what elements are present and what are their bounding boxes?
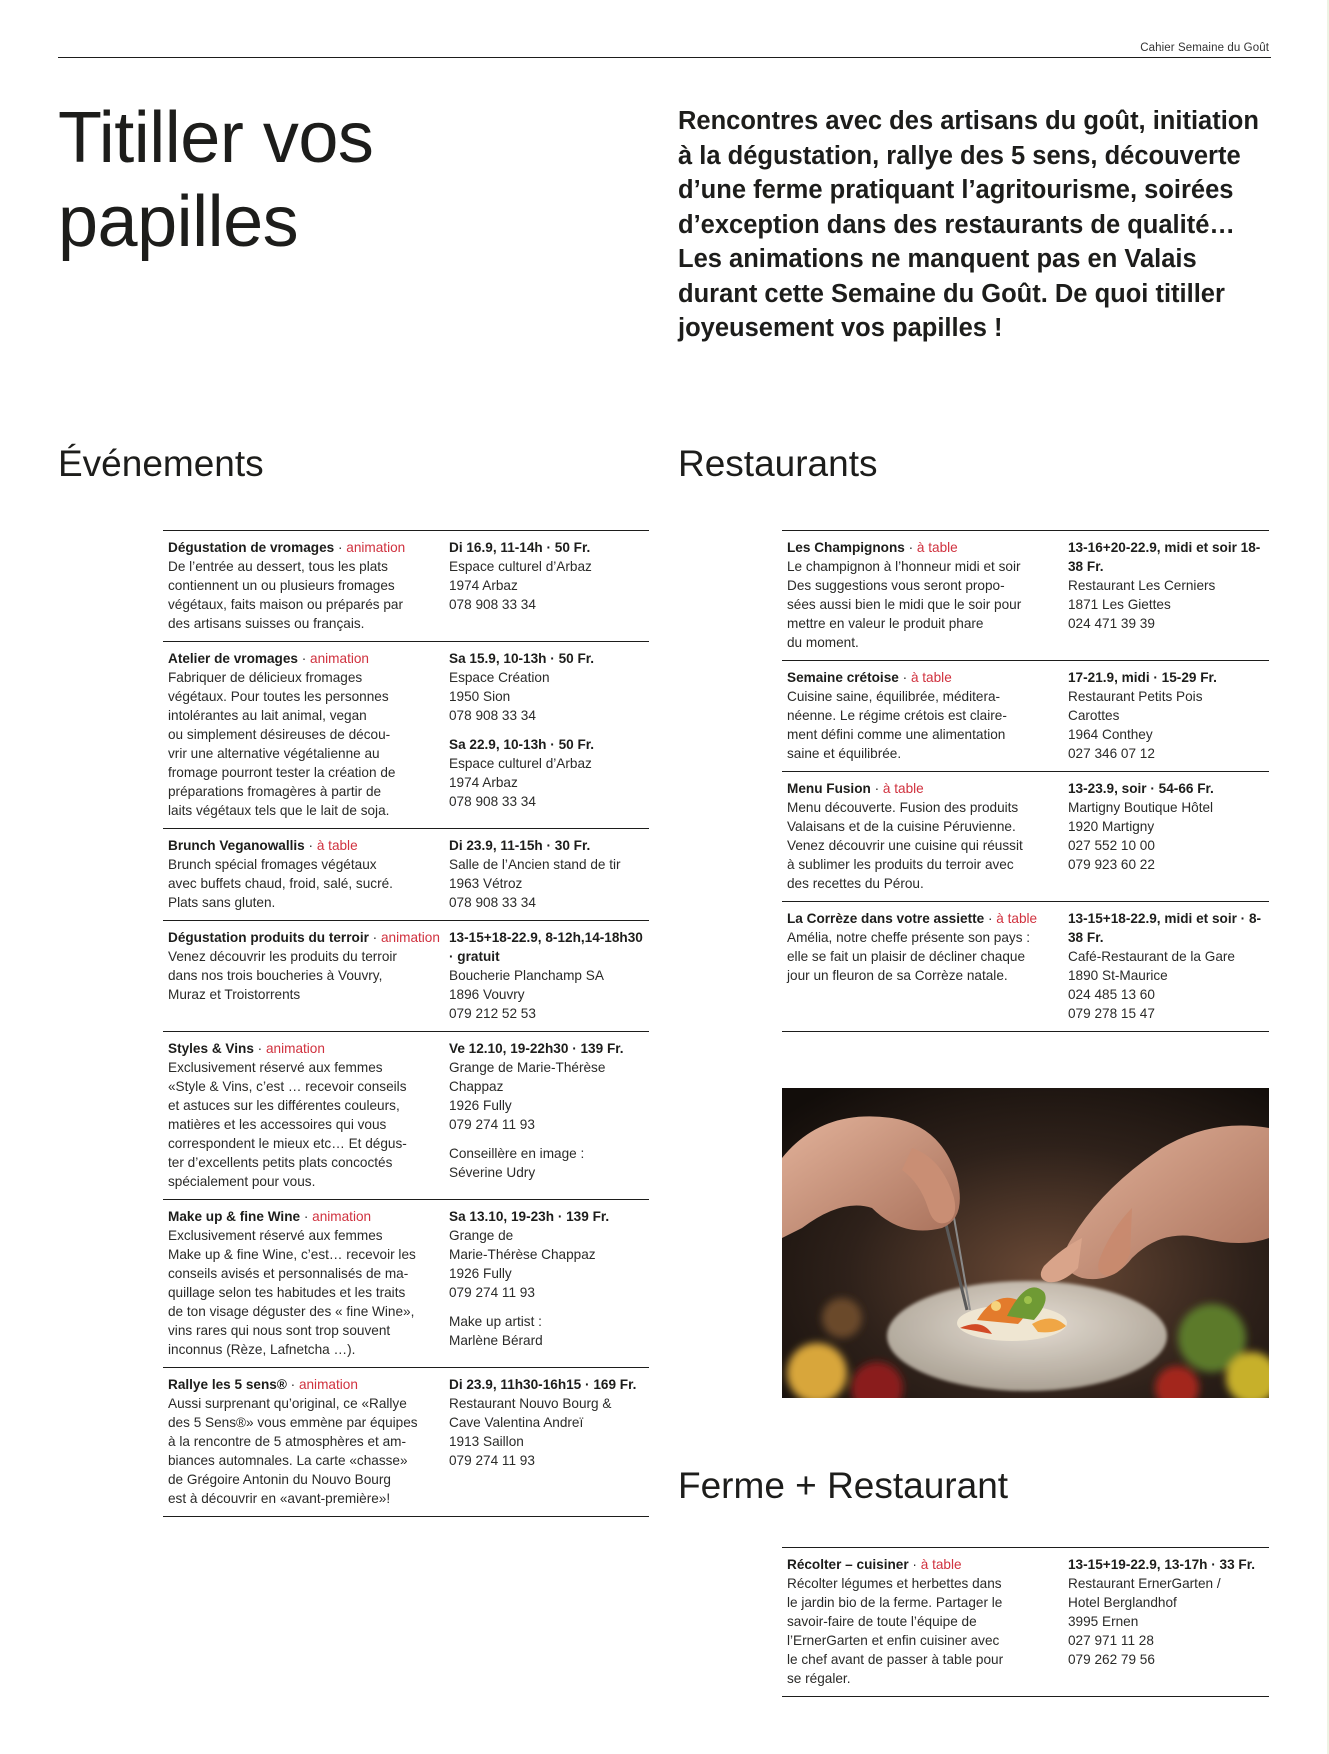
entry-description-line: quillage selon tes habitudes et les traits	[168, 1285, 406, 1300]
entry-title-line	[168, 1207, 441, 1226]
entry-description-column	[168, 538, 449, 633]
entry-info-column	[449, 649, 649, 820]
entry-name: Récolter – cuisiner	[787, 1557, 909, 1572]
entry-extra-line: Make up artist :	[449, 1314, 542, 1329]
entry-date-price: Di 23.9, 11h30-16h15 · 169 Fr.	[449, 1377, 637, 1392]
entry-description-line: de ton visage déguster des « fine Wine»,	[168, 1304, 415, 1319]
separator-dot: ·	[297, 651, 311, 666]
entry-description-line: Cuisine saine, équilibrée, méditera-	[787, 689, 1001, 704]
event-entry	[163, 1032, 649, 1200]
section-title-farm: Ferme + Restaurant	[678, 1465, 1009, 1506]
spacer	[449, 1134, 649, 1144]
entry-name: Styles & Vins	[168, 1041, 254, 1056]
restaurant-entry	[782, 531, 1269, 661]
entry-venue-line-second: 078 908 33 34	[449, 794, 536, 809]
entry-title-line	[168, 649, 441, 668]
entry-venue-line: 027 552 10 00	[1068, 838, 1155, 853]
separator-dot: ·	[368, 930, 381, 945]
entry-venue-line: 1963 Vétroz	[449, 876, 523, 891]
entry-category-tag: animation	[380, 930, 440, 945]
entry-venue-line: 1974 Arbaz	[449, 578, 518, 593]
entry-description-line: des recettes du Pérou.	[787, 876, 924, 891]
entry-description-line: conseils avisés et personnalisés de ma-	[168, 1266, 409, 1281]
entry-description-line: inconnus (Rèze, Lafnetcha …).	[168, 1342, 356, 1357]
entry-description-line: se régaler.	[787, 1671, 851, 1686]
entry-venue-line: 079 274 11 93	[449, 1117, 535, 1132]
entry-date-price: Sa 13.10, 19-23h · 139 Fr.	[449, 1209, 610, 1224]
spacer	[449, 1302, 649, 1312]
separator-dot: ·	[286, 1377, 299, 1392]
entry-description-line: Venez découvrir les produits du terroir	[168, 949, 397, 964]
entry-description-line: Menu découverte. Fusion des produits	[787, 800, 1019, 815]
entry-venue-line: Restaurant ErnerGarten /	[1068, 1576, 1221, 1591]
separator-dot: ·	[334, 540, 347, 555]
entry-name: Dégustation de vromages	[168, 540, 335, 555]
entry-name: Rallye les 5 sens®	[168, 1377, 287, 1392]
entry-description-column	[168, 1039, 449, 1191]
entry-description-line: Exclusivement réservé aux femmes	[168, 1060, 383, 1075]
event-entry	[163, 531, 649, 642]
entry-title-line	[168, 538, 441, 557]
entry-description-line: à la rencontre de 5 atmosphères et am-	[168, 1434, 407, 1449]
separator-dot: ·	[908, 1557, 921, 1572]
entry-info-column	[1068, 779, 1269, 893]
entry-name: La Corrèze dans votre assiette	[787, 911, 985, 926]
food-plating-photo	[782, 1088, 1269, 1398]
entry-category-tag: animation	[346, 540, 406, 555]
entry-description-line: Amélia, notre cheffe présente son pays :	[787, 930, 1031, 945]
entry-extra-line: Marlène Bérard	[449, 1333, 543, 1348]
entry-venue-line: Boucherie Planchamp SA	[449, 968, 604, 983]
entry-description-line: laits végétaux tels que le lait de soja.	[168, 803, 390, 818]
entry-description-line: ter d’excellents petits plats concoctés	[168, 1155, 393, 1170]
entry-venue-line: 079 923 60 22	[1068, 857, 1155, 872]
entry-description-column	[787, 1555, 1068, 1688]
entry-name: Menu Fusion	[787, 781, 871, 796]
entry-title-line	[168, 1039, 441, 1058]
entry-venue-line: Hotel Berglandhof	[1068, 1595, 1177, 1610]
intro-paragraph: Rencontres avec des artisans du goût, initiation à la dégustation, rallye des 5 sens, découverte d’une ferme pratiquant l’agritourisme, soirées d’exception dans des restaurants de qualité… Les animations ne manquent pas en Valais durant cette Semaine du Goût. De quoi titiller joyeusement vos papilles !	[678, 107, 1259, 342]
restaurant-entry	[782, 902, 1269, 1032]
entry-venue-line: 079 262 79 56	[1068, 1652, 1155, 1667]
entry-description-line: jour un fleuron de sa Corrèze natale.	[787, 968, 1008, 983]
farm-list	[782, 1547, 1269, 1697]
entry-description-column	[168, 836, 449, 912]
entry-description-line: des artisans suisses ou français.	[168, 616, 365, 631]
entry-venue-line: 1890 St-Maurice	[1068, 968, 1168, 983]
entry-venue-line: Espace Création	[449, 670, 550, 685]
entry-description-line: néenne. Le régime crétois est claire-	[787, 708, 1007, 723]
entry-name: Dégustation produits du terroir	[168, 930, 369, 945]
entry-venue-line: 078 908 33 34	[449, 895, 536, 910]
entry-venue-line: Café-Restaurant de la Gare	[1068, 949, 1235, 964]
entry-description-column	[168, 1207, 449, 1359]
entry-date-price: 13-15+18-22.9, 8-12h,14-18h30 · gratuit	[449, 930, 643, 964]
entry-date-price: Ve 12.10, 19-22h30 · 139 Fr.	[449, 1041, 624, 1056]
separator-dot: ·	[984, 911, 997, 926]
entry-date-price: 13-16+20-22.9, midi et soir 18-38 Fr.	[1068, 540, 1261, 574]
entry-description-line: Fabriquer de délicieux fromages	[168, 670, 363, 685]
entry-description-column	[168, 1375, 449, 1508]
entry-venue-line: 024 471 39 39	[1068, 616, 1155, 631]
entry-name: Les Champignons	[787, 540, 905, 555]
entry-description-line: préparations fromagères à partir de	[168, 784, 382, 799]
entry-name: Semaine crétoise	[787, 670, 899, 685]
entry-description-column	[787, 538, 1068, 652]
entry-category-tag: à table	[882, 781, 924, 796]
separator-dot: ·	[904, 540, 917, 555]
entry-venue-line-second: 1974 Arbaz	[449, 775, 518, 790]
event-entry	[163, 1200, 649, 1368]
entry-description-line: Muraz et Troistorrents	[168, 987, 301, 1002]
entry-venue-line-second: Espace culturel d’Arbaz	[449, 756, 592, 771]
entry-description-line: du moment.	[787, 635, 859, 650]
entry-title-line	[787, 538, 1060, 557]
entry-category-tag: à table	[916, 540, 958, 555]
entry-info-column	[449, 1039, 649, 1191]
entry-venue-line: Salle de l’Ancien stand de tir	[449, 857, 621, 872]
header-rule	[58, 57, 1271, 58]
spacer	[449, 725, 649, 735]
entry-description-line: Make up & fine Wine, c’est… recevoir les	[168, 1247, 416, 1262]
entry-category-tag: animation	[310, 651, 369, 666]
separator-dot: ·	[870, 781, 883, 796]
restaurant-entry	[782, 661, 1269, 772]
entry-name: Atelier de vromages	[168, 651, 298, 666]
entry-title-line	[168, 928, 441, 947]
page-title-line-2: papilles	[58, 182, 299, 262]
event-entry	[163, 829, 649, 921]
entry-description-line: le chef avant de passer à table pour	[787, 1652, 1004, 1667]
entry-venue-line: Restaurant Petits Pois	[1068, 689, 1203, 704]
entry-info-column	[449, 1375, 649, 1508]
restaurants-list	[782, 530, 1269, 1032]
entry-venue-line: Martigny Boutique Hôtel	[1068, 800, 1214, 815]
entry-venue-line: 078 908 33 34	[449, 597, 536, 612]
entry-description-column	[787, 668, 1068, 763]
entry-description-column	[787, 779, 1068, 893]
entry-category-tag: animation	[298, 1377, 358, 1392]
running-header: Cahier Semaine du Goût	[1140, 42, 1269, 54]
entry-venue-line: 3995 Ernen	[1068, 1614, 1139, 1629]
entry-title-line	[787, 779, 1060, 798]
entry-description-line: Récolter légumes et herbettes dans	[787, 1576, 1002, 1591]
food-plating-illustration	[782, 1088, 1269, 1398]
entry-description-line: Plats sans gluten.	[168, 895, 276, 910]
entry-venue-line: Cave Valentina Andreï	[449, 1415, 584, 1430]
entry-description-line: mettre en valeur le produit phare	[787, 616, 984, 631]
entry-venue-line: Carottes	[1068, 708, 1120, 723]
entry-description-line: fromage pourront tester la création de	[168, 765, 396, 780]
page-title	[58, 96, 578, 264]
event-entry	[163, 642, 649, 829]
entry-venue-line: 1926 Fully	[449, 1098, 512, 1113]
entry-venue-line: 1871 Les Giettes	[1068, 597, 1171, 612]
entry-info-column	[449, 928, 649, 1023]
entry-description-line: est à découvrir en «avant-première»!	[168, 1491, 391, 1506]
entry-description-line: elle se fait un plaisir de décliner chaque	[787, 949, 1026, 964]
farm-entry	[782, 1548, 1269, 1697]
entry-description-line: intolérantes au lait animal, vegan	[168, 708, 367, 723]
entry-description-line: ment défini comme une alimentation	[787, 727, 1006, 742]
entry-venue-line: 1913 Saillon	[449, 1434, 524, 1449]
entry-venue-line: Restaurant Nouvo Bourg &	[449, 1396, 612, 1411]
entry-venue-line: Espace culturel d’Arbaz	[449, 559, 592, 574]
restaurant-entry	[782, 772, 1269, 902]
entry-description-line: Aussi surprenant qu’original, ce «Rallye	[168, 1396, 407, 1411]
entry-venue-line: 1896 Vouvry	[449, 987, 525, 1002]
entry-venue-line: 024 485 13 60	[1068, 987, 1155, 1002]
events-list	[163, 530, 649, 1517]
entry-venue-line: 078 908 33 34	[449, 708, 536, 723]
entry-description-column	[168, 649, 449, 820]
entry-description-line: des 5 Sens®» vous emmène par équipes	[168, 1415, 418, 1430]
entry-venue-line: Restaurant Les Cerniers	[1068, 578, 1216, 593]
entry-description-line: végétaux. Pour toutes les personnes	[168, 689, 389, 704]
entry-date-price: 13-15+18-22.9, midi et soir · 8-38 Fr.	[1068, 911, 1262, 945]
entry-name: Make up & fine Wine	[168, 1209, 301, 1224]
entry-description-line: savoir-faire de toute l’équipe de	[787, 1614, 977, 1629]
entry-description-line: biances automnales. La carte «chasse»	[168, 1453, 408, 1468]
entry-name: Brunch Veganowallis	[168, 838, 305, 853]
entry-date-price-second: Sa 22.9, 10-13h · 50 Fr.	[449, 737, 595, 752]
separator-dot: ·	[898, 670, 911, 685]
entry-title-line	[787, 668, 1060, 687]
entry-venue-line: 1964 Conthey	[1068, 727, 1153, 742]
entry-description-line: à sublimer les produits du terroir avec	[787, 857, 1014, 872]
entry-description-line: De l’entrée au dessert, tous les plats	[168, 559, 388, 574]
entry-category-tag: animation	[312, 1209, 372, 1224]
entry-description-column	[787, 909, 1068, 1023]
entry-description-line: sées aussi bien le midi que le soir pour	[787, 597, 1022, 612]
entry-venue-line: 079 274 11 93	[449, 1453, 535, 1468]
entry-date-price: 13-23.9, soir · 54-66 Fr.	[1068, 781, 1214, 796]
entry-venue-line: 027 971 11 28	[1068, 1633, 1154, 1648]
entry-description-line: matières et les accessoires qui vous	[168, 1117, 387, 1132]
entry-info-column	[1068, 668, 1269, 763]
separator-dot: ·	[253, 1041, 266, 1056]
entry-venue-line: 1920 Martigny	[1068, 819, 1155, 834]
entry-description-line: vrir une alternative végétalienne au	[168, 746, 380, 761]
entry-description-line: et astuces sur les différentes couleurs,	[168, 1098, 400, 1113]
entry-venue-line: 079 274 11 93	[449, 1285, 535, 1300]
event-entry	[163, 1368, 649, 1517]
entry-extra-line: Séverine Udry	[449, 1165, 536, 1180]
entry-description-line: Exclusivement réservé aux femmes	[168, 1228, 383, 1243]
entry-info-column	[1068, 538, 1269, 652]
entry-description-line: Des suggestions vous seront propo-	[787, 578, 1005, 593]
entry-venue-line: 1950 Sion	[449, 689, 511, 704]
entry-description-column	[168, 928, 449, 1023]
entry-description-line: correspondent le mieux etc… Et dégus-	[168, 1136, 407, 1151]
entry-description-line: contiennent un ou plusieurs fromages	[168, 578, 395, 593]
separator-dot: ·	[304, 838, 317, 853]
entry-info-column	[1068, 909, 1269, 1023]
entry-title-line	[168, 836, 441, 855]
entry-info-column	[1068, 1555, 1269, 1688]
entry-description-line: Venez découvrir une cuisine qui réussit	[787, 838, 1023, 853]
entry-description-line: vins rares qui nous sont trop souvent	[168, 1323, 391, 1338]
entry-title-line	[787, 1555, 1060, 1574]
entry-description-line: végétaux, faits maison ou préparés par	[168, 597, 404, 612]
entry-venue-line: 079 212 52 53	[449, 1006, 536, 1021]
entry-category-tag: à table	[316, 838, 358, 853]
entry-description-line: Valaisans et de la cuisine Péruvienne.	[787, 819, 1016, 834]
section-title-restaurants: Restaurants	[678, 443, 878, 484]
entry-category-tag: à table	[920, 1557, 962, 1572]
entry-category-tag: à table	[996, 911, 1038, 926]
entry-description-line: spécialement pour vous.	[168, 1174, 316, 1189]
page-title-line-1: Titiller vos	[58, 98, 374, 178]
entry-description-line: dans nos trois boucheries à Vouvry,	[168, 968, 383, 983]
entry-venue-line: 1926 Fully	[449, 1266, 512, 1281]
entry-extra-line: Conseillère en image :	[449, 1146, 585, 1161]
entry-category-tag: à table	[910, 670, 952, 685]
entry-venue-line: Chappaz	[449, 1079, 504, 1094]
entry-info-column	[449, 538, 649, 633]
entry-date-price: 13-15+19-22.9, 13-17h · 33 Fr.	[1068, 1557, 1256, 1572]
event-entry	[163, 921, 649, 1032]
entry-title-line	[168, 1375, 441, 1394]
entry-description-line: l’ErnerGarten et enfin cuisiner avec	[787, 1633, 1000, 1648]
entry-description-line: le jardin bio de la ferme. Partager le	[787, 1595, 1003, 1610]
entry-date-price: Di 16.9, 11-14h · 50 Fr.	[449, 540, 591, 555]
entry-venue-line: Grange de Marie-Thérèse	[449, 1060, 606, 1075]
section-title-events: Événements	[58, 443, 264, 484]
entry-info-column	[449, 836, 649, 912]
entry-info-column	[449, 1207, 649, 1359]
entry-venue-line: Grange de	[449, 1228, 514, 1243]
entry-date-price: 17-21.9, midi · 15-29 Fr.	[1068, 670, 1217, 685]
entry-description-line: ou simplement désireuses de décou-	[168, 727, 391, 742]
entry-description-line: saine et équilibrée.	[787, 746, 902, 761]
entry-category-tag: animation	[265, 1041, 325, 1056]
entry-date-price: Sa 15.9, 10-13h · 50 Fr.	[449, 651, 595, 666]
entry-venue-line: Marie-Thérèse Chappaz	[449, 1247, 596, 1262]
entry-venue-line: 027 346 07 12	[1068, 746, 1155, 761]
entry-date-price: Di 23.9, 11-15h · 30 Fr.	[449, 838, 591, 853]
entry-title-line	[787, 909, 1060, 928]
entry-description-line: Brunch spécial fromages végétaux	[168, 857, 377, 872]
entry-description-line: «Style & Vins, c’est … recevoir conseils	[168, 1079, 407, 1094]
entry-venue-line: 079 278 15 47	[1068, 1006, 1155, 1021]
entry-description-line: avec buffets chaud, froid, salé, sucré.	[168, 876, 393, 891]
separator-dot: ·	[300, 1209, 313, 1224]
entry-description-line: Le champignon à l’honneur midi et soir	[787, 559, 1021, 574]
entry-description-line: de Grégoire Antonin du Nouvo Bourg	[168, 1472, 391, 1487]
